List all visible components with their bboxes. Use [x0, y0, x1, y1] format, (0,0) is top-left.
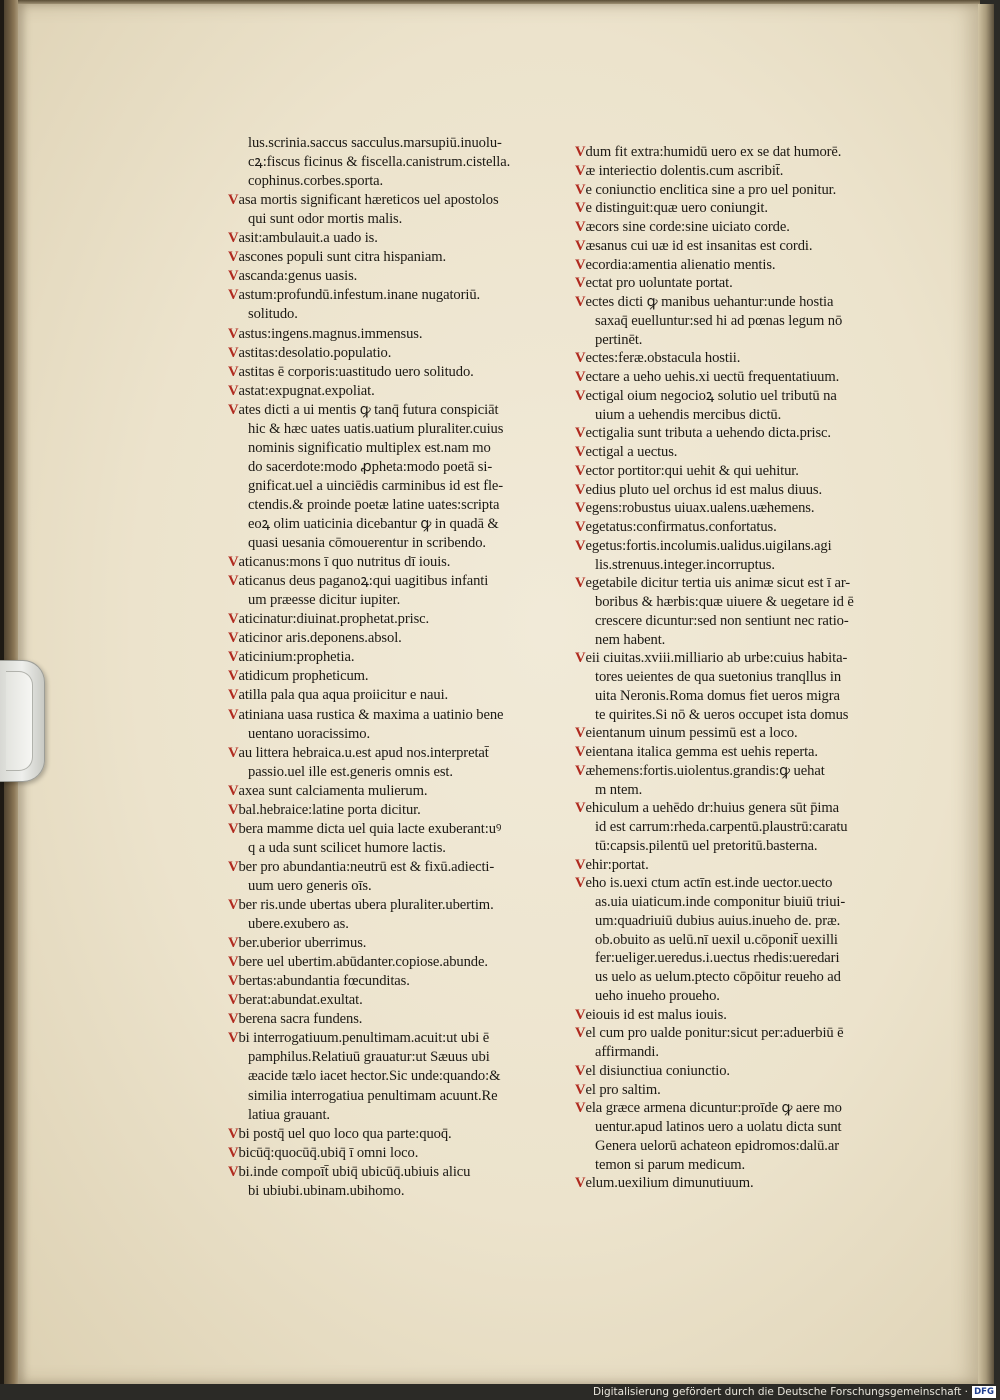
text-line [575, 256, 775, 275]
text-line [575, 856, 649, 875]
entry-text: asa mortis significant hæreticos uel apostolos [238, 192, 499, 209]
text-line [228, 191, 499, 210]
text-line: uita Neronis.Roma domus fiet ueros migra [595, 687, 840, 704]
entry-text: berat:abundat.exultat. [238, 992, 363, 1009]
rubricated-initial: V [228, 192, 239, 209]
text-line [228, 953, 488, 972]
text-line: pertinēt. [595, 331, 643, 348]
rubricated-initial: V [228, 249, 239, 266]
entry-text: ber ris.unde ubertas ubera pluraliter.ubertim. [238, 897, 494, 913]
rubricated-initial: V [228, 630, 239, 647]
text-line [575, 424, 831, 443]
text-line: te quirites.Si nō & ueros occupet ista domus [595, 706, 849, 723]
rubricated-initial: V [575, 725, 586, 742]
text-line [575, 518, 777, 537]
entry-text: edius pluto uel orchus id est malus diuus. [585, 481, 823, 498]
text-line [575, 743, 818, 762]
text-line [228, 267, 357, 286]
text-line [575, 762, 825, 781]
entry-text: eiouis id est malus iouis. [585, 1006, 727, 1023]
rubricated-initial: V [228, 363, 239, 380]
text-line [228, 686, 448, 705]
rubricated-initial: V [228, 935, 239, 952]
text-line: uum uero generis oīs. [248, 877, 372, 894]
page-clip [0, 660, 45, 782]
text-line [575, 499, 814, 518]
text-line [575, 799, 839, 818]
rubricated-initial: V [575, 1100, 586, 1117]
text-line [228, 553, 450, 572]
rubricated-initial: V [228, 268, 239, 285]
text-line [575, 368, 839, 387]
text-line [575, 143, 841, 162]
text-line: latiua grauant. [248, 1106, 330, 1123]
text-line [228, 344, 391, 363]
rubricated-initial: V [575, 1081, 586, 1098]
footer-credit: Digitalisierung gefördert durch die Deutsche Forschungsgemeinschaft · [592, 1386, 968, 1398]
entry-text: aticanus deus paganoꝝ:qui uagitibus infanti [238, 573, 489, 590]
rubricated-initial: V [228, 668, 239, 685]
text-line [228, 325, 422, 344]
entry-text: ber pro abundantia:neutrū est & fixū.adiecti- [238, 858, 495, 875]
text-line: ueho inueho proueho. [595, 987, 720, 1004]
rubricated-initial: V [575, 256, 586, 273]
text-line: eoꝝ olim uaticinia dicebantur ꝙ in quadā & [248, 516, 499, 532]
entry-text: eientanum uinum pessimū est a loco. [585, 725, 798, 742]
entry-text: au littera hebraica.u.est apud nos.interpretat̄ [238, 744, 489, 761]
rubricated-initial: V [228, 649, 239, 666]
text-line [228, 667, 368, 686]
rubricated-initial: V [228, 1125, 239, 1142]
entry-text: el pro saltim. [585, 1081, 661, 1098]
text-line: q a uda sunt scilicet humore lactis. [248, 839, 446, 856]
entry-text: ela græce armena dicuntur:proīde ꝙ aere mo [585, 1100, 842, 1117]
text-line: solitudo. [248, 306, 298, 323]
rubricated-initial: V [228, 1144, 239, 1161]
text-line [228, 648, 354, 667]
rubricated-initial: V [575, 144, 586, 160]
text-line: quasi uesania cōmouerentur in scribendo. [248, 535, 486, 552]
text-line: similia interrogatiua penultimam acuunt.Re [248, 1087, 498, 1104]
rubricated-initial: V [575, 744, 586, 760]
entry-text: ates dicti a ui mentis ꝙ tanq̄ futura conspiciāt [238, 401, 499, 418]
text-line [575, 1081, 661, 1100]
entry-text: ectigal oium negocioꝝ solutio uel tributū na [585, 387, 837, 404]
text-line: m ntem. [595, 781, 643, 798]
entry-text: astitas ē corporis:uastitudo uero solitudo. [238, 363, 474, 380]
rubricated-initial: V [575, 537, 586, 554]
entry-text: atilla pala qua aqua proiicitur e naui. [238, 687, 449, 704]
text-line [228, 401, 498, 420]
text-line: fer:ueliger.ueredus.i.uectus rhedis:ueredari [595, 950, 840, 967]
entry-text: ectigalia sunt tributa a uehendo dicta.prisc. [585, 425, 831, 442]
entry-text: berena sacra fundens. [238, 1011, 363, 1028]
entry-text: eho is.uexi ctum actīn est.inde uector.uecto [585, 875, 833, 892]
rubricated-initial: V [575, 444, 586, 460]
rubricated-initial: V [575, 519, 586, 535]
rubricated-initial: V [228, 801, 239, 818]
rubricated-initial: V [228, 858, 239, 875]
entry-text: el disiunctiua coniunctio. [585, 1062, 730, 1079]
entry-text: aticinor aris.deponens.absol. [238, 630, 402, 647]
text-line [228, 1125, 452, 1144]
text-line: um:quadriuiū dubius auius.inueho de. præ. [595, 912, 841, 929]
entry-text: ehiculum a uehēdo dr:huius genera sūt p̄ima [585, 800, 840, 817]
text-line: cophinus.corbes.sporta. [248, 173, 384, 190]
text-line [228, 706, 503, 725]
text-line [228, 782, 427, 801]
entry-text: astum:profundū.infestum.inane nugatoriū. [238, 287, 481, 304]
text-line [228, 629, 402, 648]
entry-text: atiniana uasa rustica & maxima a uatinio bene [238, 706, 504, 723]
entry-text: bere uel ubertim.abūdanter.copiose.abunde. [238, 954, 488, 971]
entry-text: axea sunt calciamenta mulierum. [238, 782, 428, 799]
text-line [575, 1174, 754, 1193]
text-line: saxaq̄ euelluntur:sed hi ad pœnas legum nō [595, 312, 843, 329]
rubricated-initial: V [575, 425, 586, 442]
rubricated-initial: V [575, 162, 586, 179]
entry-text: astat:expugnat.expoliat. [238, 382, 375, 399]
text-line [575, 443, 677, 462]
entry-text: bi postq̄ uel quo loco qua parte:quoq̄. [238, 1125, 452, 1142]
text-line [228, 1010, 362, 1029]
entry-text: bi interrogatiuum.penultimam.acuit:ut ubi ē [238, 1030, 490, 1047]
entry-text: asit:ambulauit.a uado is. [238, 230, 378, 247]
rubricated-initial: V [228, 325, 239, 342]
entry-text: ecordia:amentia alienatio mentis. [585, 256, 776, 273]
text-line [228, 382, 375, 401]
rubricated-initial: V [575, 350, 586, 367]
text-line: æacide tælo iacet hector.Sic unde:quando:& [248, 1068, 501, 1085]
text-line [228, 991, 363, 1010]
rubricated-initial: V [228, 992, 239, 1009]
entry-text: ectigal a uectus. [585, 444, 678, 460]
entry-text: egetatus:confirmatus.confortatus. [585, 519, 777, 535]
text-line: ubere.exubero as. [248, 916, 349, 933]
entry-text: egetabile dicitur tertia uis animæ sicut est ī ar- [585, 575, 851, 592]
text-line [228, 820, 501, 839]
text-line: cꝝ:fiscus ficinus & fiscella.canistrum.cistella. [248, 154, 511, 171]
text-line: gnificat.uel a uinciēdis carminibus id est fle- [248, 477, 504, 494]
entry-text: astus:ingens.magnus.immensus. [238, 325, 423, 342]
entry-text: bi.inde compoīt̄ ubiq̄ ubicūq̄.ubiuis alicu [238, 1163, 471, 1180]
page-clip-inner [6, 671, 33, 771]
rubricated-initial: V [228, 573, 239, 590]
entry-text: e distinguit:quæ uero coniungit. [585, 200, 768, 217]
text-line [228, 858, 494, 877]
entry-text: aticanus:mons ī quo nutritus dī iouis. [238, 554, 451, 571]
entry-text: ascones populi sunt citra hispaniam. [238, 249, 447, 266]
rubricated-initial: V [575, 200, 586, 217]
text-line [575, 724, 798, 743]
rubricated-initial: V [228, 973, 239, 990]
entry-text: egetus:fortis.incolumis.ualidus.uigilans.agi [585, 537, 832, 554]
entry-text: bicūq̄:quocūq̄.ubiq̄ ī omni loco. [238, 1144, 419, 1161]
text-line: boribus & hærbis:quæ uiuere & uegetare id ē [595, 594, 854, 610]
text-line [228, 934, 366, 953]
text-line [575, 349, 740, 368]
rubricated-initial: V [575, 481, 586, 498]
entry-text: bertas:abundantia fœcunditas. [238, 973, 410, 990]
text-line: affirmandi. [595, 1044, 659, 1060]
text-line: tū:capsis.pilentū uel pretoritū.basterna. [595, 837, 818, 854]
text-line: uentano uoracissimo. [248, 725, 371, 742]
text-line [228, 801, 421, 820]
text-line: tores ueientes de qua suetonius tranqllus in [595, 669, 842, 685]
text-line: lis.strenuus.integer.incorruptus. [595, 556, 775, 573]
text-line [228, 972, 410, 991]
text-line [228, 572, 488, 591]
text-line [228, 610, 429, 629]
entry-text: æcors sine corde:sine uiciato corde. [585, 219, 790, 235]
rubricated-initial: V [575, 462, 586, 479]
rubricated-initial: V [228, 554, 239, 571]
entry-text: bera mamme dicta uel quia lacte exuberant:uꝰ [238, 820, 502, 837]
text-line: bi ubiubi.ubinam.ubihomo. [248, 1182, 405, 1199]
text-line: um præesse dicitur iupiter. [248, 592, 401, 609]
entry-text: atidicum propheticum. [238, 668, 369, 685]
entry-text: æ interiectio dolentis.cum ascribit̄. [585, 162, 784, 179]
entry-text: eientana italica gemma est uehis reperta. [585, 744, 818, 760]
entry-text: e coniunctio enclitica sine a pro uel ponitur. [585, 181, 837, 198]
text-line [228, 229, 378, 248]
text-line [575, 162, 783, 181]
text-line [575, 649, 847, 668]
text-line [575, 1006, 727, 1025]
rubricated-initial: V [575, 387, 586, 404]
text-line [575, 462, 799, 481]
rubricated-initial: V [575, 181, 586, 198]
entry-text: el cum pro ualde ponitur:sicut per:aduerbiū ē [585, 1025, 844, 1042]
text-line [228, 896, 494, 915]
entry-text: ector portitor:qui uehit & qui uehitur. [585, 462, 799, 479]
entry-text: ectes dicti ꝙ manibus uehantur:unde hostia [585, 294, 834, 310]
text-line [228, 363, 474, 382]
rubricated-initial: V [228, 230, 239, 247]
entry-text: ascanda:genus uasis. [238, 268, 358, 285]
text-line: ctendis.& proinde poetæ latine uates:scripta [248, 496, 500, 513]
entry-text: bal.hebraice:latine porta dicitur. [238, 801, 421, 818]
dfg-logo: DFG [972, 1386, 996, 1398]
text-line [575, 199, 768, 218]
rubricated-initial: V [228, 782, 239, 799]
rubricated-initial: V [575, 1025, 586, 1042]
text-line [228, 1163, 470, 1182]
entry-text: dum fit extra:humidū uero ex se dat humorē. [585, 144, 842, 160]
rubricated-initial: V [228, 401, 239, 418]
rubricated-initial: V [575, 762, 586, 779]
text-line [575, 481, 822, 500]
entry-text: ehir:portat. [585, 856, 649, 873]
rubricated-initial: V [575, 275, 586, 292]
rubricated-initial: V [228, 897, 239, 913]
text-line: passio.uel ille est.generis omnis est. [248, 763, 453, 780]
text-line: lus.scrinia.saccus sacculus.marsupiū.inuolu- [248, 135, 502, 151]
entry-text: ectes:feræ.obstacula hostii. [585, 350, 741, 367]
rubricated-initial: V [575, 294, 586, 310]
text-line: Genera uelorū achateon epidromos:dalū.ar [595, 1137, 839, 1154]
rubricated-initial: V [575, 800, 586, 817]
rubricated-initial: V [228, 1163, 239, 1180]
entry-text: aticinium:prophetia. [238, 649, 355, 666]
rubricated-initial: V [575, 500, 586, 517]
text-line [575, 1062, 730, 1081]
entry-text: astitas:desolatio.populatio. [238, 344, 392, 361]
entry-text: aticinatur:diuinat.prophetat.prisc. [238, 611, 430, 628]
text-line: crescere dicuntur:sed non sentiunt nec ratio- [595, 612, 849, 629]
entry-text: æsanus cui uæ id est insanitas est cordi. [585, 237, 813, 254]
rubricated-initial: V [575, 237, 586, 254]
text-line [575, 181, 836, 200]
text-line [575, 1024, 844, 1043]
text-line [575, 237, 812, 256]
rubricated-initial: V [228, 954, 239, 971]
text-line [228, 1029, 489, 1048]
rubricated-initial: V [575, 369, 586, 385]
rubricated-initial: V [228, 287, 239, 304]
entry-text: ectat pro uoluntate portat. [585, 275, 733, 292]
text-line: hic & hæc uates uatis.uatium pluraliter.cuius [248, 420, 504, 437]
rubricated-initial: V [575, 1062, 586, 1079]
rubricated-initial: V [575, 650, 586, 667]
rubricated-initial: V [228, 344, 239, 361]
text-line [575, 1099, 842, 1118]
text-line [575, 218, 790, 237]
entry-text: eii ciuitas.xviii.milliario ab urbe:cuius habita- [585, 650, 848, 667]
text-line [575, 274, 733, 293]
text-line [575, 293, 833, 312]
text-line: us uelo as uelum.ptecto cōpōitur reueho ad [595, 969, 841, 985]
rubricated-initial: V [228, 687, 239, 704]
text-line: pamphilus.Relatiuū grauatur:ut Sæuus ubi [248, 1049, 490, 1066]
text-line: as.uia uiaticum.inde componitur biuiū triui- [595, 894, 846, 910]
rubricated-initial: V [575, 1175, 586, 1192]
entry-text: elum.uexilium dimunutiuum. [585, 1175, 754, 1192]
rubricated-initial: V [575, 575, 586, 592]
rubricated-initial: V [228, 611, 239, 628]
entry-text: ectare a ueho uehis.xi uectū frequentatiuum. [585, 369, 840, 385]
text-line [575, 537, 832, 556]
text-line [228, 286, 480, 305]
rubricated-initial: V [228, 706, 239, 723]
entry-text: ber.uberior uberrimus. [238, 935, 367, 952]
text-line: ob.obuito as uelū.nī uexil u.cōponit̄ uexilli [595, 931, 838, 948]
text-line [228, 1144, 418, 1163]
text-line: do sacerdote:modo ꝓpheta:modo poetā si- [248, 458, 493, 475]
text-line [575, 387, 837, 406]
rubricated-initial: V [228, 744, 239, 761]
text-line: uentur.apud latinos uero a uolatu dicta sunt [595, 1119, 842, 1135]
text-line: nem habent. [595, 631, 666, 648]
entry-text: æhemens:fortis.uiolentus.grandis:ꝙ uehat [585, 762, 825, 779]
rubricated-initial: V [575, 1006, 586, 1023]
rubricated-initial: V [228, 1011, 239, 1028]
text-line: uium a uehendis mercibus dictū. [595, 406, 782, 423]
text-line [228, 744, 489, 763]
text-line: qui sunt odor mortis malis. [248, 211, 403, 228]
text-line [575, 574, 850, 593]
text-line [228, 248, 446, 267]
text-line: id est carrum:rheda.carpentū.plaustrū:caratu [595, 819, 848, 835]
text-line: temon si parum medicum. [595, 1156, 746, 1173]
rubricated-initial: V [575, 219, 586, 235]
text-line [575, 874, 832, 893]
entry-text: egens:robustus uiuax.ualens.uæhemens. [585, 500, 815, 517]
text-line: nominis significatio multiplex est.nam mo [248, 439, 491, 456]
rubricated-initial: V [228, 820, 239, 837]
page-right-edge [978, 4, 994, 1384]
rubricated-initial: V [575, 856, 586, 873]
rubricated-initial: V [228, 1030, 239, 1047]
rubricated-initial: V [228, 382, 239, 399]
rubricated-initial: V [575, 875, 586, 892]
